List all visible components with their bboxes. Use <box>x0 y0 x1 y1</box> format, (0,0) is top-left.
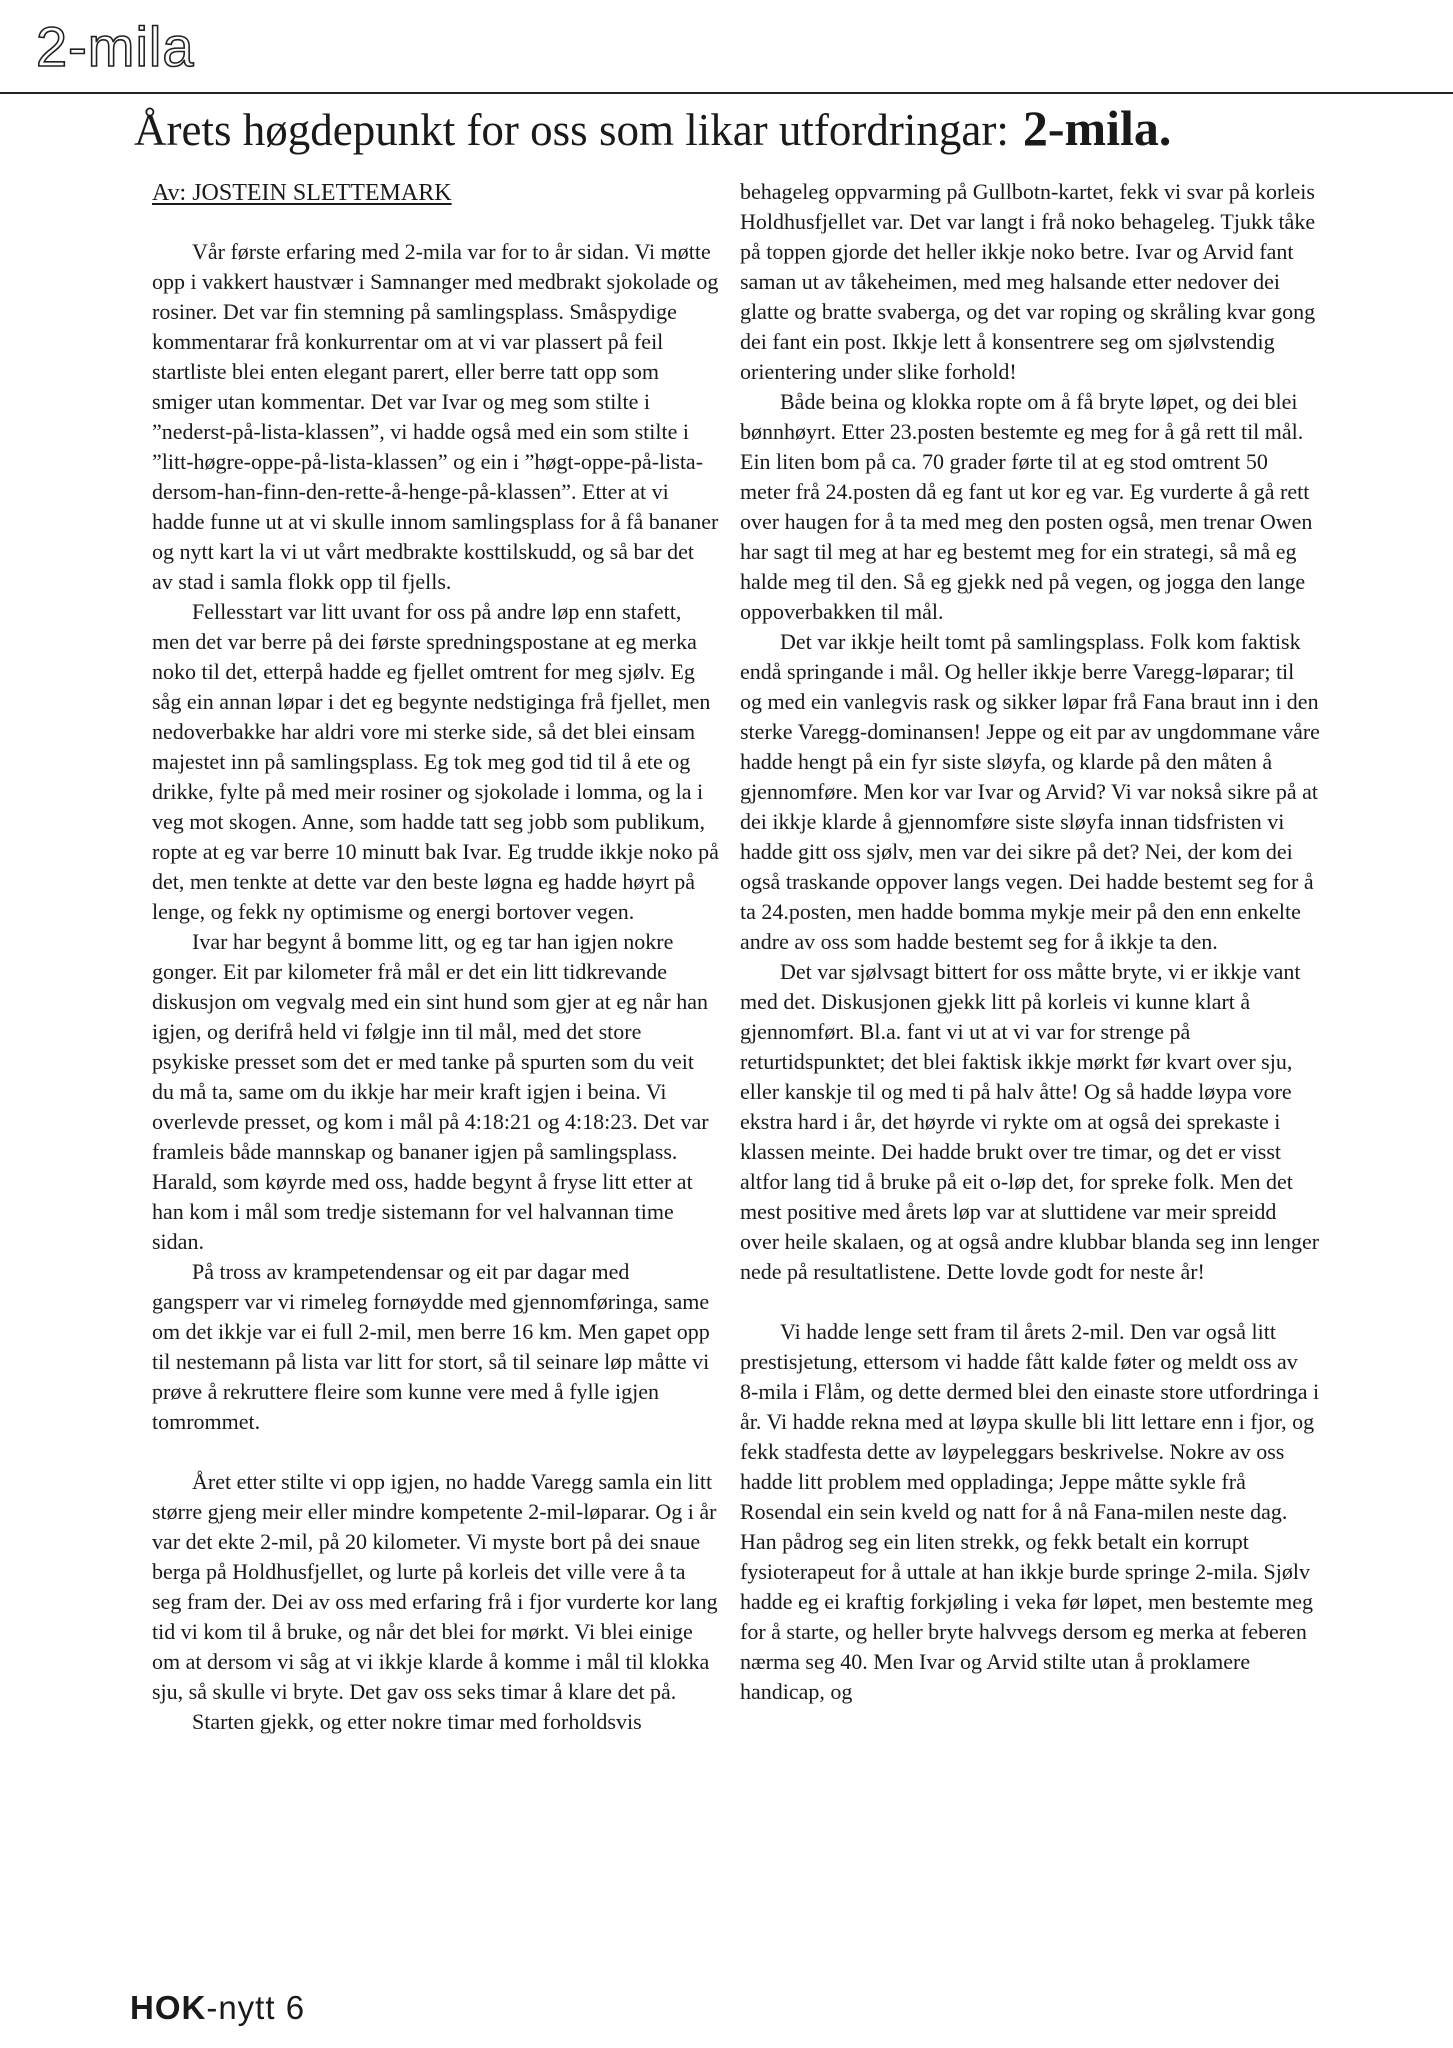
paragraph: Ivar har begynt å bomme litt, og eg tar han igjen nokre gonger. Eit par kilometer frå mål er det ein litt tidkrevande diskusjon om vegvalg med ein sint hund som gjer at eg når han igjen, og derifrå held vi følgje inn til mål, med det store psykiske presset som det er med tanke på spurten som du veit du må ta, same om du ikkje har meir kraft igjen i beina. Vi overlevde presset, og kom i mål på 4:18:21 og 4:18:23. Det var framleis både mannskap og bananer igjen på samlingsplass. Harald, som køyrde med oss, hadde begynt å fryse litt etter at han kom i mål som tredje sistemann for vel halvannan time sidan. <box>152 929 709 1254</box>
byline: Av: JOSTEIN SLETTEMARK <box>152 180 452 206</box>
left-column <box>152 237 720 1737</box>
paragraph: Fellesstart var litt uvant for oss på andre løp enn stafett, men det var berre på dei første spredningspostane at eg merka noko til det, etterpå hadde eg fjellet omtrent for meg sjølv. Eg såg ein annan løpar i det eg begynte nedstiginga frå fjellet, men nedoverbakke har aldri vore mi sterke side, så det blei einsam majestet inn på samlingsplass. Eg tok meg god tid til å ete og drikke, fylte på med meir rosiner og sjokolade i lomma, og la i veg mot skogen. Anne, som hadde tatt seg jobb som publikum, ropte at eg var berre 10 minutt bak Ivar. Eg trudde ikkje noko på det, men tenkte at dette var den beste løgna eg hadde høyrt på lenge, og fekk ny optimisme og energi bortover vegen. <box>152 599 719 924</box>
page-footer <box>130 1988 305 2028</box>
paragraph: På tross av krampetendensar og eit par dagar med gangsperr var vi rimeleg fornøydde med gjennomføringa, same om det ikkje var ei full 2-mil, men berre 16 km. Men gapet opp til nestemann på lista var litt for stort, så til seinare løp måtte vi prøve å rekruttere fleire som kunne vere med å fylle igjen tomrommet. <box>152 1259 710 1434</box>
section-label: 2-mila <box>36 15 195 78</box>
paragraph: Det var sjølvsagt bittert for oss måtte bryte, vi er ikkje vant med det. Diskusjonen gjekk litt på korleis vi kunne klart å gjennomført. Bl.a. fant vi ut at vi var for strenge på returtidspunktet; det blei faktisk ikkje mørkt før kvart over sju, eller kanskje til og med ti på halv åtte! Og så hadde løypa vore ekstra hard i år, det høyrde vi rykte om at også dei sprekaste i klassen meinte. Dei hadde brukt over tre timar, og det er visst altfor lang tid å bruke på eit o-løp det, for sprekе folk. Men det mest positive med årets løp var at sluttidene var meir spreidd over heile skalaen, og at også andre klubbar blanda seg inn lenger nede på resultatlistene. Dette lovde godt for neste år! <box>740 959 1320 1284</box>
header-rule <box>0 92 1453 94</box>
footer-page: -nytt 6 <box>206 1989 306 2026</box>
right-column <box>740 177 1320 1707</box>
headline-text: Årets høgdepunkt for oss som likar utfordringar: <box>134 105 1009 155</box>
paragraph: Året etter stilte vi opp igjen, no hadde Varegg samla ein litt større gjeng meir eller mindre kompetente 2-mil-løparar. Og i år var det ekte 2-mil, på 20 kilometer. Vi myste bort på dei snaue berga på Holdhusfjellet, og lurte på korleis det ville vere å ta seg fram der. Dei av oss med erfaring frå i fjor vurderte kor lang tid vi kom til å bruke, og når det blei for mørkt. Vi blei einige om at dersom vi såg at vi ikkje klarde å komme i mål til klokka sju, så skulle vi bryte. Det gav oss seks timar å klare det på. <box>152 1469 718 1704</box>
paragraph: behageleg oppvarming på Gullbotn-kartet, fekk vi svar på korleis Holdhusfjellet var. Det var langt i frå noko behageleg. Tjukk tåke på toppen gjorde det heller ikkje noko betre. Ivar og Arvid fant saman ut av tåkeheimen, med meg halsande etter nedover dei glatte og bratte svaberga, og det var roping og skråling kvar gong dei fant ein post. Ikkje lett å konsentrere seg om sjølvstendig orientering under slike forhold! <box>740 179 1316 384</box>
paragraph: Starten gjekk, og etter nokre timar med forholdsvis <box>192 1709 642 1734</box>
paragraph: Vår første erfaring med 2-mila var for to år sidan. Vi møtte opp i vakkert haustvær i Samnanger med medbrakt sjokolade og rosiner. Det var fin stemning på samlingsplass. Småspydige kommentarar frå konkurrentar om at vi var plassert på feil startliste blei enten elegant parert, eller berre tatt opp som smiger utan kommentar. Det var Ivar og meg som stilte i ”nederst-på-lista-klassen”, vi hadde også med ein som stilte i ”litt-høgre-oppe-på-lista-klassen” og ein i ”høgt-oppe-på-lista-dersom-han-finn-den-rette-å-henge-på-klassen”. Etter at vi hadde funne ut at vi skulle innom samlingsplass for å få bananer og nytt kart la vi ut vårt medbrakte kosttilskudd, og så bar det av stad i samla flokk opp til fjells. <box>152 239 719 594</box>
article-headline <box>134 98 1434 160</box>
headline-emphasis: 2-mila. <box>1022 100 1172 156</box>
paragraph: Det var ikkje heilt tomt på samlingsplass. Folk kom faktisk endå springande i mål. Og heller ikkje berre Varegg-løparar; til og med ein vanlegvis rask og sikker løpar frå Fana braut inn i den sterke Varegg-dominansen! Jeppe og eit par av ungdommane våre hadde hengt på ein fyr siste sløyfa, og klarde på den måten å gjennomføre. Men kor var Ivar og Arvid? Vi var nokså sikre på at dei ikkje klarde å gjennomføre siste sløyfa innan tidsfristen vi hadde gitt oss sjølv, men var dei sikre på det? Nei, der kom dei også traskande oppover langs vegen. Dei hadde bestemt seg for å ta 24.posten, men hadde bomma mykje meir på den enn enkelte andre av oss som hadde bestemt seg for å ikkje ta den. <box>740 629 1320 954</box>
paragraph: Både beina og klokka ropte om å få bryte løpet, og dei blei bønnhøyrt. Etter 23.posten bestemte eg meg for å gå rett til mål. Ein liten bom på ca. 70 grader førte til at eg stod omtrent 50 meter frå 24.posten då eg fant ut kor eg var. Eg vurderte å gå rett over haugen for å ta med meg den posten også, men trenar Owen har sagt til meg at har eg bestemt meg for ein strategi, så må eg halde meg til den. Så eg gjekk ned på vegen, og jogga den lange oppoverbakken til mål. <box>740 389 1313 624</box>
paragraph: Vi hadde lenge sett fram til årets 2-mil. Den var også litt prestisjetung, ettersom vi hadde fått kalde føter og meldt oss av 8-mila i Flåm, og dette dermed blei den einaste store utfordringa i år. Vi hadde rekna med at løypa skulle bli litt lettare enn i fjor, og fekk stadfesta dette av løypeleggars beskrivelse. Nokre av oss hadde litt problem med oppladinga; Jeppe måtte sykle frå Rosendal ein sein kveld og natt for å nå Fana-milen neste dag. Han pådrog seg ein liten strekk, og fekk betalt ein korrupt fysioterapeut for å uttale at han ikkje burde springe 2-mila. Sjølv hadde eg ei kraftig forkjøling i veka før løpet, men bestemte meg for å starte, og heller bryte halvvegs dersom eg merka at feberen nærma seg 40. Men Ivar og Arvid stilte utan å proklamere handicap, og <box>740 1319 1320 1704</box>
footer-brand: HOK <box>130 1989 207 2026</box>
